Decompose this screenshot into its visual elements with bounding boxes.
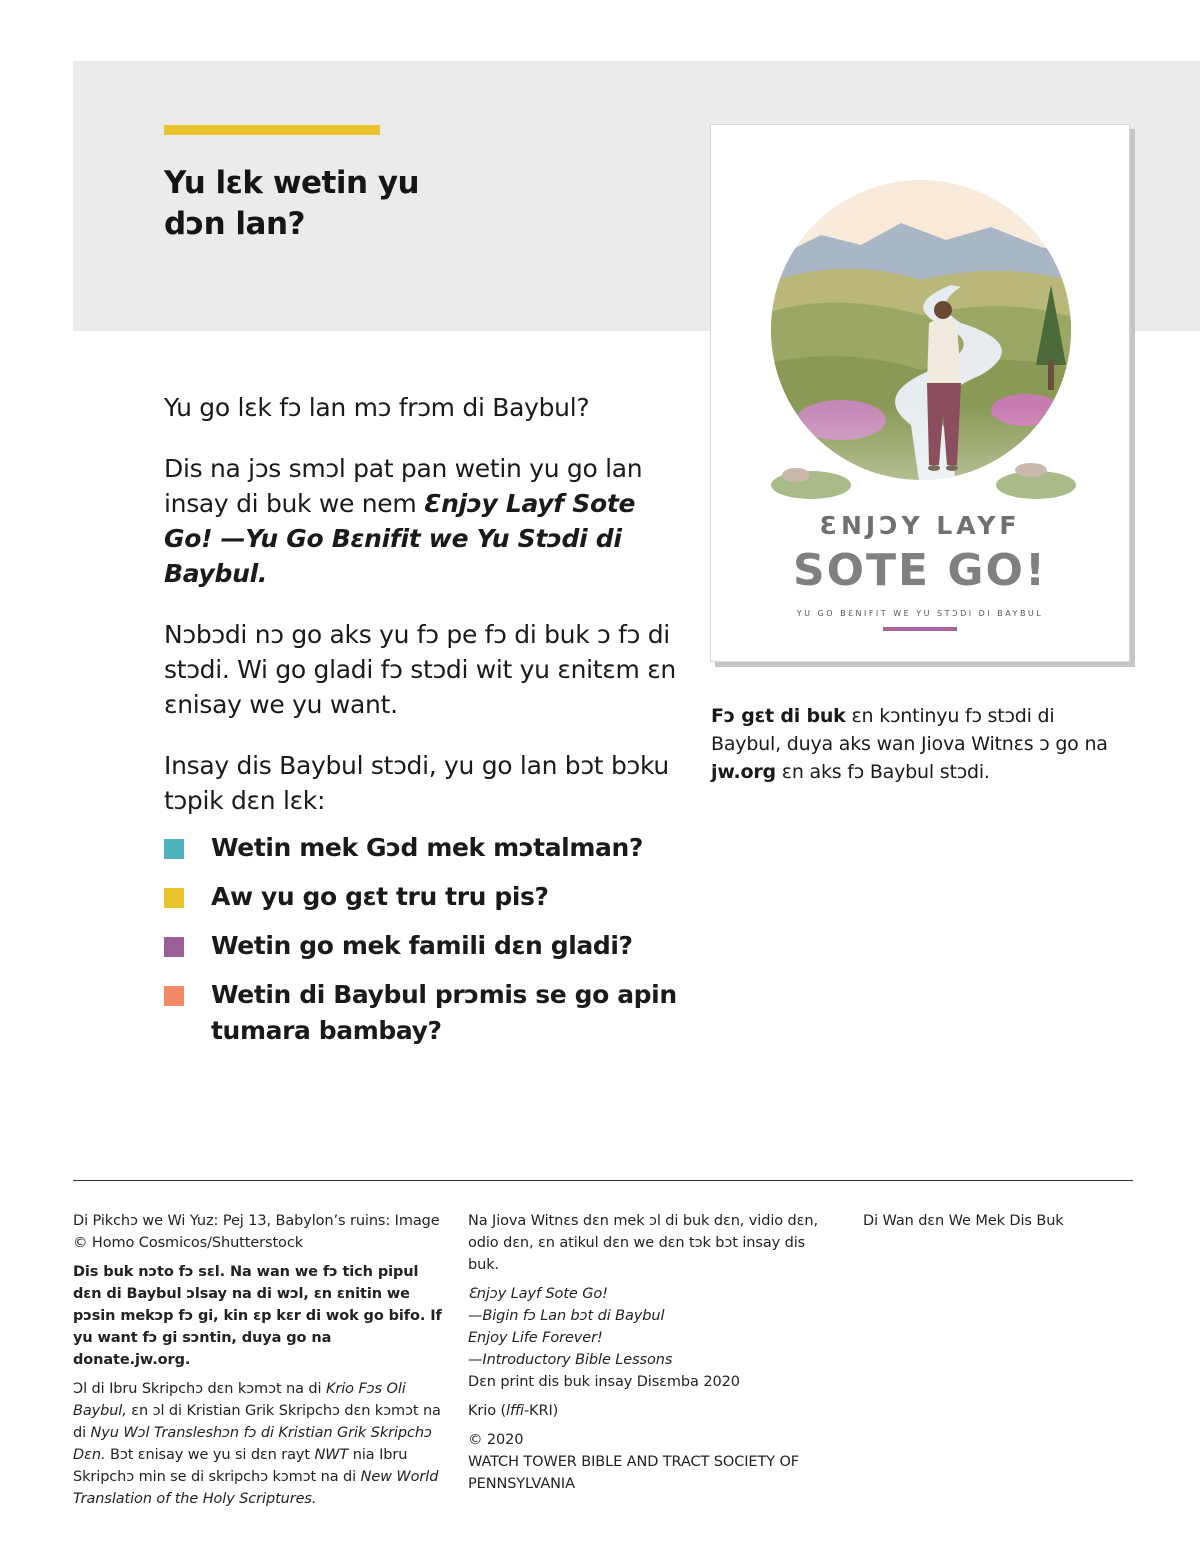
intro-book-paragraph [164, 451, 684, 591]
book-title: Ɛnjɔy Layf Sote Go! —Yu Go Bɛnifit we Yu Stɔdi di Baybul. [164, 489, 636, 588]
scripture-note-part: Krio Fɔs Oli Baybul, [73, 1381, 406, 1419]
scripture-note-part: Bɔt ɛnisay we yu si dɛn rayt [105, 1447, 315, 1463]
copyright [468, 1429, 838, 1495]
accent-bar [164, 125, 380, 135]
bullet-square-icon [164, 839, 184, 859]
not-for-sale-notice: Dis buk nɔto fɔ sɛl. Na wan we fɔ tich pipul dɛn di Baybul ɔlsay na di wɔl, ɛn ɛnitin we pɔsin mekɔp fɔ gi, kin ɛp kɛr di wok go bifo. If yu want fɔ gi sɔntin, duya go na donate.jw.org. [73, 1264, 442, 1368]
publisher-note: Na Jiova Witnɛs dɛn mek ɔl di buk dɛn, vidio dɛn, odio dɛn, ɛn atikul dɛn we dɛn tɔk bɔt insay dis buk. [468, 1213, 818, 1273]
cta-tail: ɛn aks fɔ Baybul stɔdi. [775, 761, 990, 783]
jw-org-link[interactable]: jw.org [711, 761, 776, 783]
cover-illustration [751, 165, 1091, 530]
intro-free-paragraph: Nɔbɔdi nɔ go aks yu fɔ pe fɔ di buk ɔ fɔ di stɔdi. Wi go gladi fɔ stɔdi wit yu ɛnitɛm ɛn ɛnisay we yu want. [164, 620, 676, 719]
page-title [164, 163, 419, 245]
image-credit: Di Pikchɔ we Wi Yuz: Pej 13, Babylon’s ruins: Image © Homo Cosmicos/Shutterstock [73, 1213, 440, 1251]
title-krio: Ɛnjɔy Layf Sote Go! [468, 1286, 608, 1302]
footer-column-1 [73, 1210, 443, 1517]
publisher-label: Di Wan dɛn We Mek Dis Buk [863, 1213, 1064, 1229]
scripture-note-part: ɛn ɔl di Kristian Grik Skripchɔ dɛn kɔmɔt na di [73, 1403, 441, 1441]
list-item [164, 977, 684, 1049]
language-code-part: -KRI) [523, 1403, 559, 1419]
list-item [164, 928, 684, 964]
language-code-part: Krio ( [468, 1403, 507, 1419]
book-cover [710, 124, 1130, 662]
subtitle-krio: —Bigin fɔ Lan bɔt di Baybul [468, 1308, 665, 1324]
topic-text: Aw yu go gɛt tru tru pis? [211, 882, 549, 911]
topic-text: Wetin mek Gɔd mek mɔtalman? [211, 833, 643, 862]
language-code-part: lffi [506, 1403, 524, 1419]
intro-question: Yu go lɛk fɔ lan mɔ frɔm di Baybul? [164, 393, 590, 422]
footer-column-2 [468, 1210, 838, 1502]
cover-title-line-1: ƐNJƆY LAYF [819, 511, 1021, 540]
subtitle-english: —Introductory Bible Lessons [468, 1352, 673, 1368]
cover-accent-bar [883, 627, 957, 631]
cover-title-line-2: SOTE GO! [792, 545, 1048, 596]
title-line-2: dɔn lan? [164, 206, 306, 242]
bullet-square-icon [164, 937, 184, 957]
scripture-note-part: New World Translation of the Holy Scriptures. [73, 1469, 439, 1507]
topic-list [164, 830, 684, 1062]
bullet-square-icon [164, 888, 184, 908]
title-english: Enjoy Life Forever! [468, 1330, 603, 1346]
cta-lead: Fɔ gɛt di buk [711, 705, 846, 727]
footer-column-3 [863, 1210, 1143, 1239]
intro-book-lead: Dis na jɔs smɔl pat pan wetin yu go lan insay di buk we nem [164, 454, 643, 518]
scripture-note [73, 1378, 443, 1510]
cta-mid: ɛn kɔntinyu fɔ stɔdi di Baybul, duya aks wan Jiova Witnɛs ɔ go na [711, 705, 1108, 755]
language-code [468, 1400, 838, 1422]
scripture-note-part: Nyu Wɔl Transleshɔn fɔ di Kristian Grik Skripchɔ Dɛn. [73, 1425, 432, 1463]
get-book-info [711, 702, 1111, 786]
intro-text [164, 390, 684, 844]
list-item [164, 879, 684, 915]
title-line-1: Yu lɛk wetin yu [164, 165, 420, 201]
intro-topics-lead: Insay dis Baybul stɔdi, yu go lan bɔt bɔku tɔpik dɛn lɛk: [164, 751, 669, 815]
publication-titles [468, 1283, 838, 1393]
scripture-note-part: NWT [314, 1447, 349, 1463]
list-item [164, 830, 684, 866]
topic-text: Wetin di Baybul prɔmis se go apin tumara bambay? [211, 980, 677, 1045]
topic-text: Wetin go mek famili dɛn gladi? [211, 931, 633, 960]
bullet-square-icon [164, 986, 184, 1006]
copyright-holder: WATCH TOWER BIBLE AND TRACT SOCIETY OF PENNSYLVANIA [468, 1454, 800, 1492]
print-date: Dɛn print dis buk insay Disɛmba 2020 [468, 1374, 740, 1390]
footer-divider [73, 1180, 1133, 1181]
scripture-note-part: Ɔl di Ibru Skripchɔ dɛn kɔmɔt na di [73, 1381, 326, 1397]
copyright-year: © 2020 [468, 1432, 524, 1448]
scripture-note-part: nia Ibru Skripchɔ min se di skripchɔ kɔmɔt na di [73, 1447, 408, 1485]
cover-subtitle: YU GO BƐNIFIT WE YU STƆDI DI BAYBUL [796, 609, 1044, 618]
